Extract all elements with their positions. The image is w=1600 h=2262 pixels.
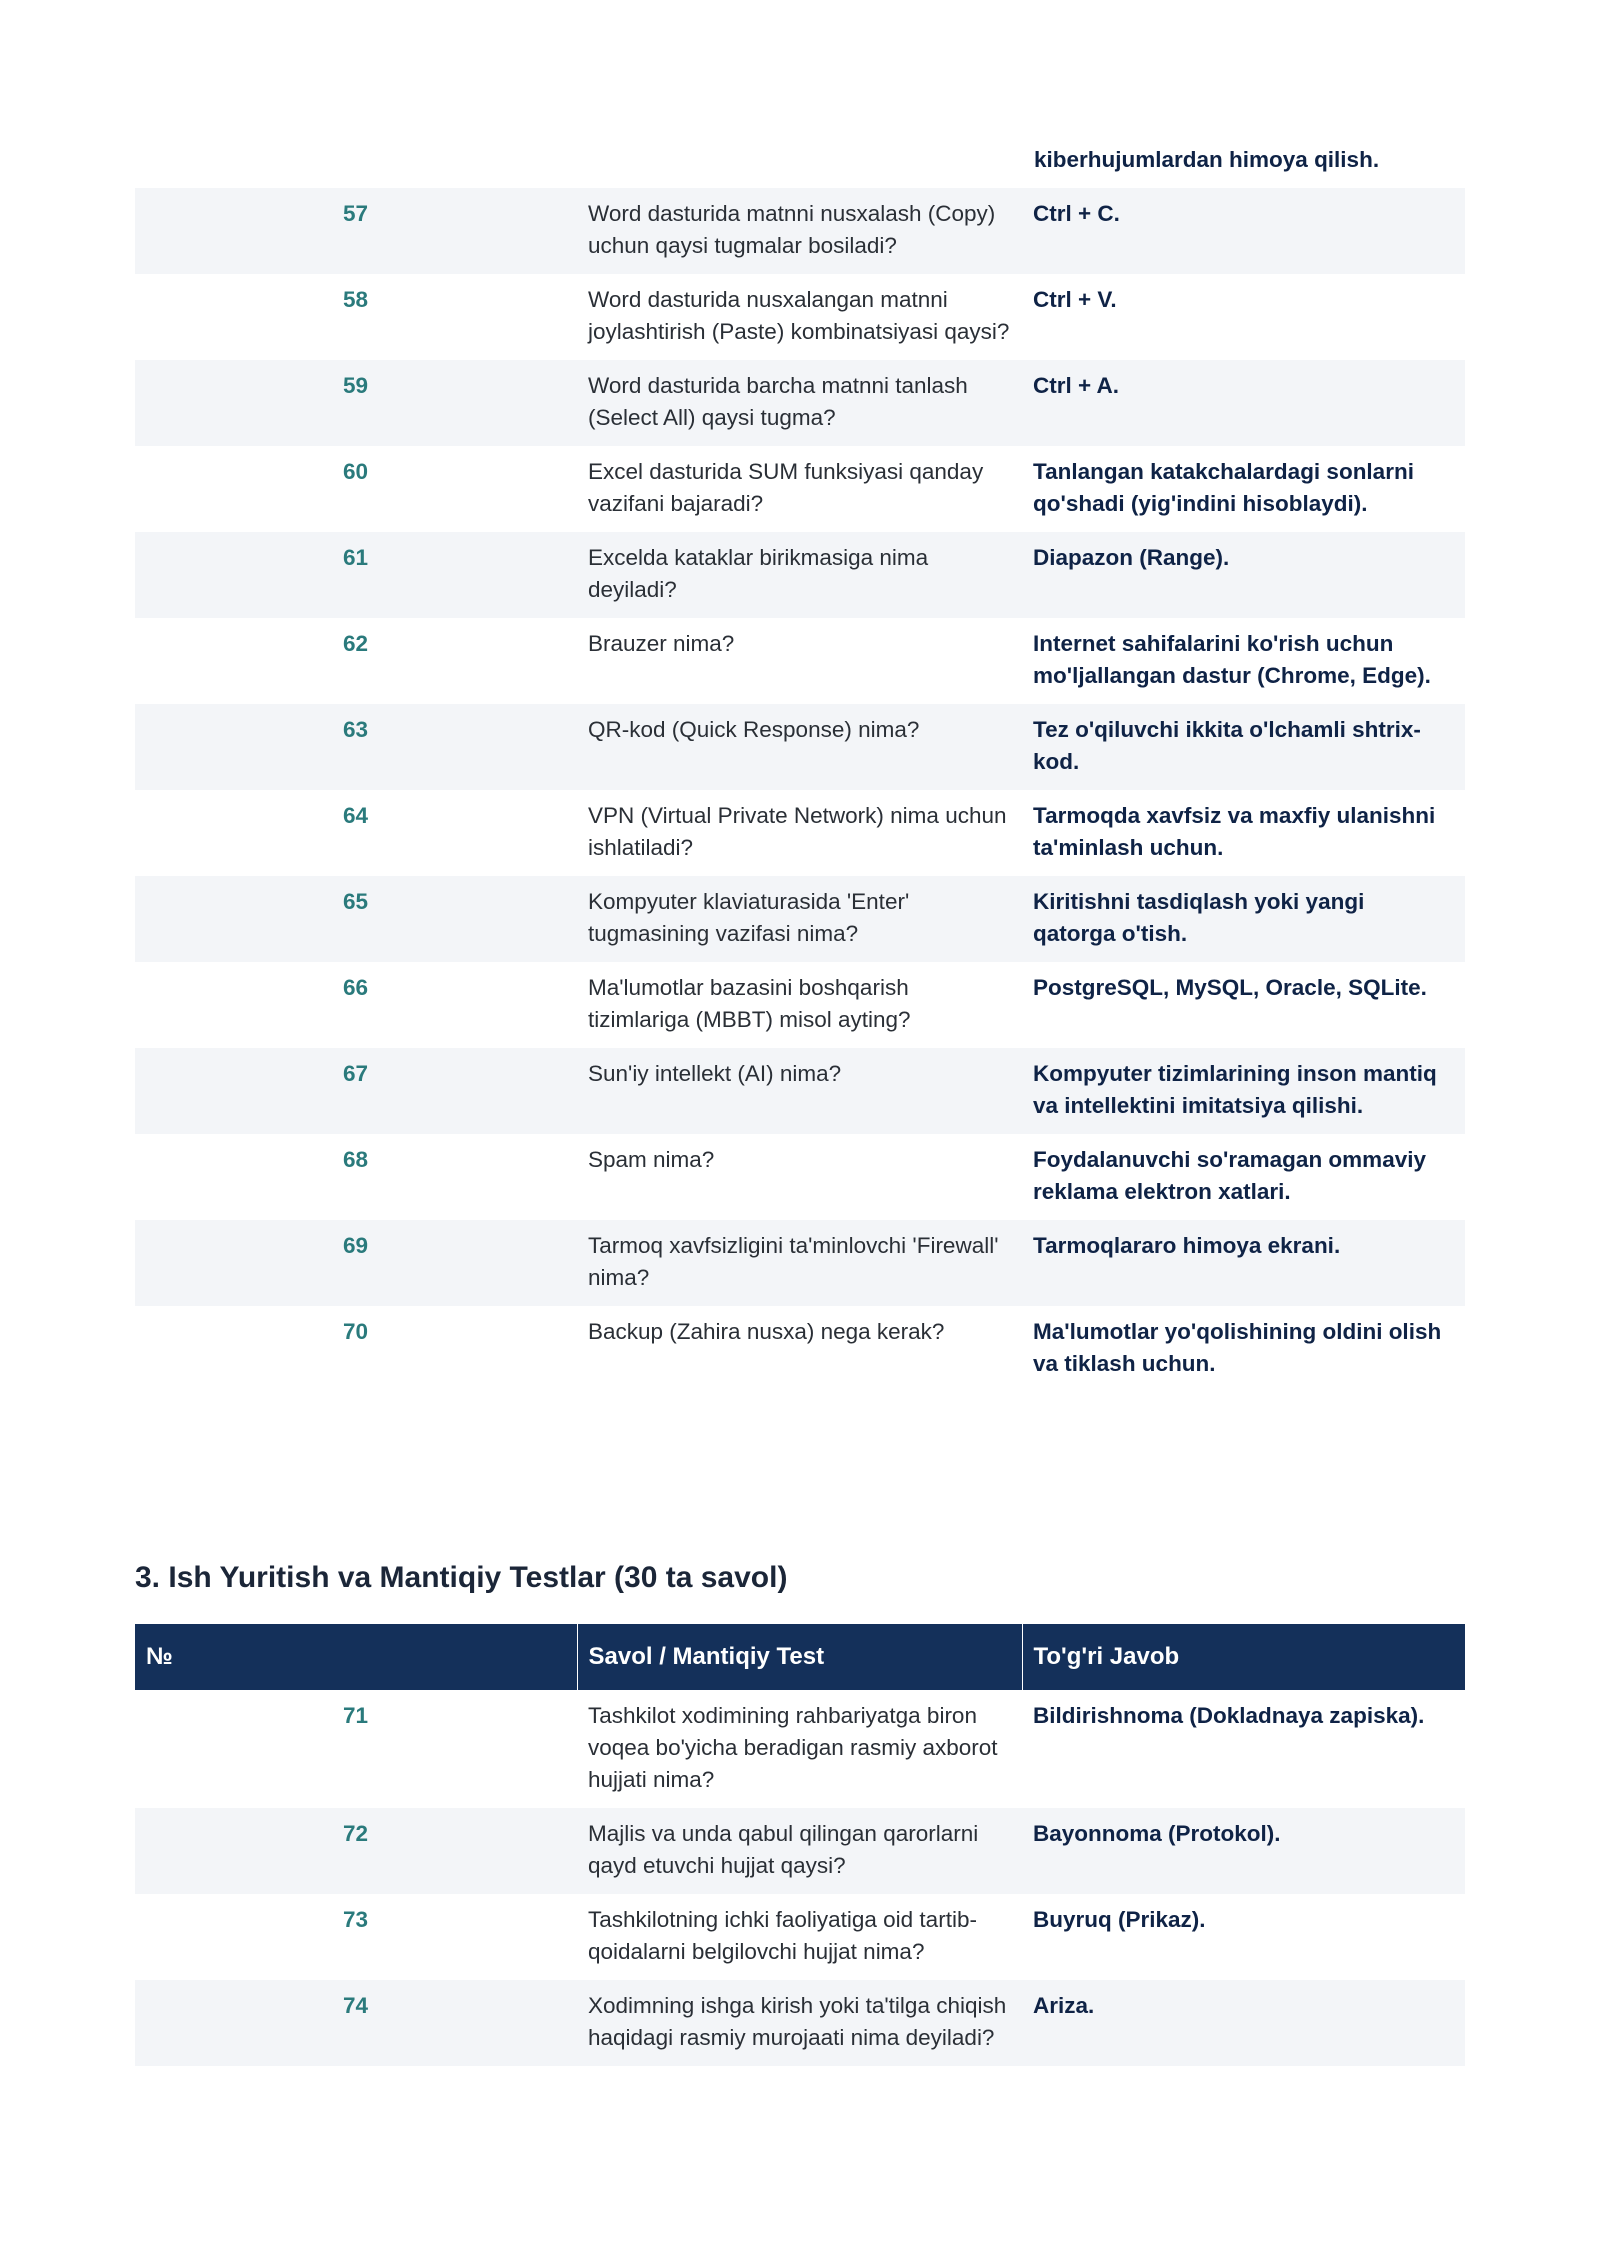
- row-question: Xodimning ishga kirish yoki ta'tilga chiqish haqidagi rasmiy murojaati nima deyiladi?: [577, 1980, 1022, 2066]
- row-question: Excelda kataklar birikmasiga nima deyiladi?: [577, 532, 1022, 618]
- row-answer: Foydalanuvchi so'ramagan ommaviy reklama elektron xatlari.: [1033, 1147, 1426, 1204]
- row-question: Word dasturida matnni nusxalash (Copy) uchun qaysi tugmalar bosiladi?: [577, 188, 1022, 274]
- row-answer: Ctrl + C.: [1022, 188, 1465, 274]
- header-question: Savol / Mantiqiy Test: [577, 1624, 1022, 1690]
- row-answer: Internet sahifalarini ko'rish uchun mo'ljallangan dastur (Chrome, Edge).: [1033, 631, 1431, 688]
- table-row: [135, 274, 1465, 360]
- qa-table-office: [135, 1624, 1465, 2066]
- row-answer: Kompyuter tizimlarining inson mantiq va intellektini imitatsiya qilishi.: [1022, 1048, 1465, 1134]
- row-answer: PostgreSQL, MySQL, Oracle, SQLite.: [1033, 975, 1427, 1000]
- row-number: 70: [342, 1319, 369, 1344]
- table-row: [135, 704, 1465, 790]
- row-answer: Ariza.: [1022, 1980, 1465, 2066]
- row-question: Majlis va unda qabul qilingan qarorlarni qayd etuvchi hujjat qaysi?: [577, 1808, 1022, 1894]
- qa-table-it: [135, 188, 1465, 1392]
- row-question: Ma'lumotlar bazasini boshqarish tizimlariga (MBBT) misol ayting?: [588, 975, 911, 1032]
- row-question: Backup (Zahira nusxa) nega kerak?: [588, 1319, 945, 1344]
- table-row: [135, 1808, 1465, 1894]
- row-number: 57: [135, 188, 577, 274]
- table-row: [135, 532, 1465, 618]
- table-header-row: [135, 1624, 1465, 1690]
- table-row: [135, 1690, 1465, 1808]
- continued-answer: kiberhujumlardan himoya qilish.: [1034, 147, 1380, 172]
- row-answer: Bildirishnoma (Dokladnaya zapiska).: [1033, 1703, 1425, 1728]
- table-row: [135, 1220, 1465, 1306]
- row-number: 61: [135, 532, 577, 618]
- header-num: №: [135, 1624, 577, 1690]
- row-number: 67: [135, 1048, 577, 1134]
- row-number: 69: [135, 1220, 577, 1306]
- row-number: 64: [342, 803, 369, 828]
- table-row: [135, 876, 1465, 962]
- row-answer: Ma'lumotlar yo'qolishining oldini olish va tiklash uchun.: [1033, 1319, 1442, 1376]
- row-number: 60: [342, 459, 369, 484]
- row-question: Spam nima?: [588, 1147, 715, 1172]
- row-answer: Tarmoqlararo himoya ekrani.: [1022, 1220, 1465, 1306]
- row-question: Word dasturida barcha matnni tanlash (Select All) qaysi tugma?: [577, 360, 1022, 446]
- row-number: 66: [342, 975, 369, 1000]
- row-question: Sun'iy intellekt (AI) nima?: [577, 1048, 1022, 1134]
- row-answer: Ctrl + V.: [1033, 287, 1117, 312]
- table-row: [135, 360, 1465, 446]
- table-row: [135, 446, 1465, 532]
- row-answer: Tez o'qiluvchi ikkita o'lchamli shtrix-kod.: [1022, 704, 1465, 790]
- table-row: [135, 962, 1465, 1048]
- row-number: 58: [342, 287, 369, 312]
- row-answer: Buyruq (Prikaz).: [1033, 1907, 1206, 1932]
- table-row: [135, 618, 1465, 704]
- table-row: [135, 1894, 1465, 1980]
- continued-row: [135, 140, 1465, 190]
- table-row: [135, 1980, 1465, 2066]
- row-question: Tarmoq xavfsizligini ta'minlovchi 'Firewall' nima?: [577, 1220, 1022, 1306]
- table-row: [135, 188, 1465, 274]
- header-answer: To'g'ri Javob: [1022, 1624, 1465, 1690]
- row-number: 73: [342, 1907, 369, 1932]
- row-question: Word dasturida nusxalangan matnni joylashtirish (Paste) kombinatsiyasi qaysi?: [588, 287, 1010, 344]
- row-answer: Diapazon (Range).: [1022, 532, 1465, 618]
- row-number: 65: [135, 876, 577, 962]
- table-row: [135, 1048, 1465, 1134]
- table-row: [135, 1134, 1465, 1220]
- row-question: Excel dasturida SUM funksiyasi qanday vazifani bajaradi?: [588, 459, 984, 516]
- row-question: Kompyuter klaviaturasida 'Enter' tugmasining vazifasi nima?: [577, 876, 1022, 962]
- row-answer: Tanlangan katakchalardagi sonlarni qo'shadi (yig'indini hisoblaydi).: [1033, 459, 1414, 516]
- row-question: Brauzer nima?: [588, 631, 735, 656]
- row-question: Tashkilot xodimining rahbariyatga biron voqea bo'yicha beradigan rasmiy axborot hujjati nima?: [588, 1703, 998, 1792]
- table-row: [135, 790, 1465, 876]
- row-question: VPN (Virtual Private Network) nima uchun ishlatiladi?: [588, 803, 1007, 860]
- row-number: 62: [342, 631, 369, 656]
- section-title: 3. Ish Yuritish va Mantiqiy Testlar (30 ta savol): [135, 1561, 788, 1594]
- table-row: [135, 1306, 1465, 1392]
- row-number: 71: [342, 1703, 369, 1728]
- row-number: 59: [135, 360, 577, 446]
- row-answer: Tarmoqda xavfsiz va maxfiy ulanishni ta'minlash uchun.: [1033, 803, 1436, 860]
- row-number: 63: [135, 704, 577, 790]
- row-answer: Bayonnoma (Protokol).: [1022, 1808, 1465, 1894]
- row-answer: Kiritishni tasdiqlash yoki yangi qatorga o'tish.: [1022, 876, 1465, 962]
- row-number: 74: [135, 1980, 577, 2066]
- row-number: 68: [342, 1147, 369, 1172]
- row-answer: Ctrl + A.: [1022, 360, 1465, 446]
- row-question: Tashkilotning ichki faoliyatiga oid tartib-qoidalarni belgilovchi hujjat nima?: [588, 1907, 977, 1964]
- row-question: QR-kod (Quick Response) nima?: [577, 704, 1022, 790]
- row-number: 72: [135, 1808, 577, 1894]
